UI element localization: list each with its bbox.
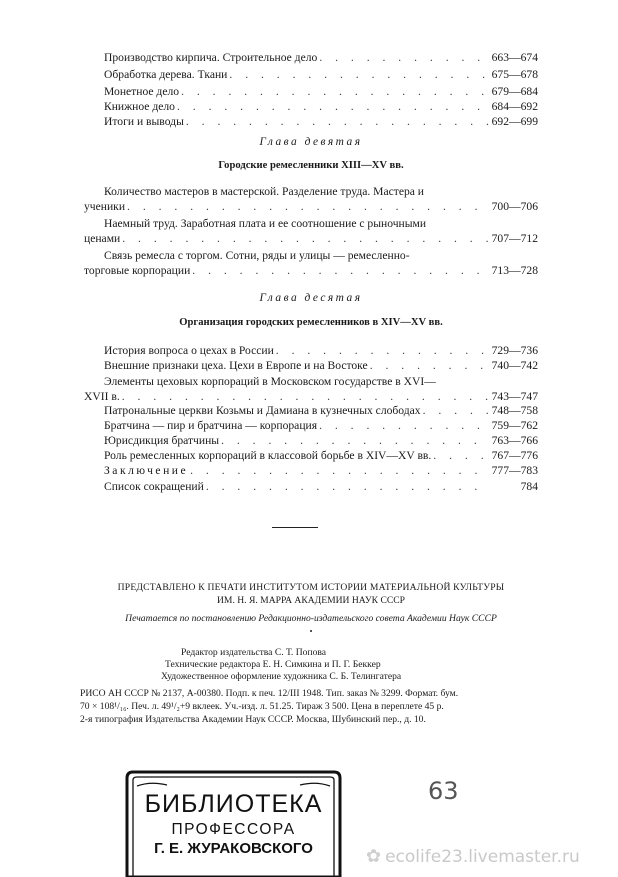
toc-entry (104, 463, 538, 478)
flower-icon: ✿ (366, 846, 382, 867)
toc-entry-pages: 700—706 (491, 200, 538, 213)
toc-entry-multiline (84, 184, 538, 214)
toc-entry-title-line: ученики (84, 200, 126, 213)
toc-entry-pages: 679—684 (491, 85, 538, 98)
toc-entry-pages: 777—783 (491, 464, 538, 477)
chapter-9-title: Городские ремесленники XIII—XV вв. (218, 160, 404, 171)
toc-entry-title: Патрональные церкви Козьмы и Дамиана в кузнечных слободах (104, 404, 421, 417)
toc-entry-title: Заключение (104, 464, 189, 477)
toc-entry (104, 479, 538, 494)
toc-entry (104, 67, 538, 82)
leader-dots (206, 479, 490, 494)
leader-dots (229, 67, 489, 82)
toc-entry-title-line: торговые корпорации (84, 264, 191, 277)
toc-entry-title: Книжное дело (104, 100, 175, 113)
leader-dots (122, 389, 490, 404)
toc-entry (104, 84, 538, 99)
toc-entry-pages: 759—762 (491, 419, 538, 432)
watermark-text: ecolife23.livemaster.ru (385, 846, 580, 867)
chapter-10-title: Организация городских ремесленников в XIV—XV вв. (179, 317, 443, 328)
toc-entry-pages: 713—728 (491, 264, 538, 277)
leader-dots (221, 433, 490, 448)
toc-entry-title: Внешние признаки цеха. Цехи в Европе и на Востоке (104, 359, 368, 372)
stamp-line: ПРОФЕССОРА (171, 821, 296, 838)
leader-dots (423, 403, 490, 418)
toc-entry-title: Список сокращений (104, 480, 204, 493)
leader-dots (192, 263, 489, 278)
imprint-presented-line: ПРЕДСТАВЛЕНО К ПЕЧАТИ ИНСТИТУТОМ ИСТОРИИ МАТЕРИАЛЬНОЙ КУЛЬТУРЫ (117, 582, 505, 593)
toc-entry-pages: 743—747 (491, 390, 538, 403)
toc-entry-pages: 729—736 (491, 344, 538, 357)
leader-dots (319, 50, 489, 65)
leader-dots (190, 463, 490, 478)
toc-entry (104, 50, 538, 65)
toc-entry-title-line: Количество мастеров в мастерской. Разделение труда. Мастера и (104, 185, 425, 198)
toc-entry (104, 358, 538, 373)
leader-dots (177, 99, 490, 114)
leader-dots (186, 114, 490, 129)
toc-entry-title: Роль ремесленных корпораций в классовой борьбе в XIV—XV вв. (104, 449, 432, 462)
toc-entry-pages: 684—692 (491, 100, 538, 113)
leader-dots (122, 231, 489, 246)
toc-entry (104, 343, 538, 358)
toc-entry-pages: 740—742 (491, 359, 538, 372)
leader-dots (276, 343, 490, 358)
stamp-line: Г. Е. ЖУРАКОВСКОГО (154, 840, 313, 857)
toc-entry-title: Братчина — пир и братчина — корпорация (104, 419, 318, 432)
imprint-details: 2-я типография Издательства Академии Наук СССР. Москва, Шубинский пер., д. 10. (80, 714, 426, 725)
watermark (366, 846, 580, 867)
imprint-presented-line: ИМ. Н. Я. МАРРА АКАДЕМИИ НАУК СССР (217, 595, 405, 606)
toc-entry (104, 114, 538, 129)
toc-entry (104, 433, 538, 448)
imprint-bullet: • (309, 627, 313, 636)
section-divider (272, 527, 318, 528)
imprint-published-by: Печатается по постановлению Редакционно-издательского совета Академии Наук СССР (125, 613, 497, 624)
toc-entry-multiline (84, 216, 538, 246)
toc-entry-pages: 675—678 (491, 68, 538, 81)
toc-entry-pages: 748—758 (491, 404, 538, 417)
chapter-9-label: Глава девятая (259, 136, 363, 148)
toc-entry-pages: 663—674 (491, 51, 538, 64)
stamp-line: БИБЛИОТЕКА (144, 790, 323, 818)
leader-dots (319, 418, 490, 433)
imprint-tech-editors: Технические редактора Е. Н. Симкина и П. Г. Беккер (165, 659, 381, 670)
toc-entry-pages: 767—776 (491, 449, 538, 462)
toc-entry-pages: 707—712 (491, 232, 538, 245)
toc-entry (104, 403, 538, 418)
toc-entry-multiline (84, 374, 538, 404)
toc-entry-pages: 692—699 (491, 115, 538, 128)
leader-dots (181, 84, 490, 99)
imprint-art: Художественное оформление художника С. Б. Телингатера (161, 671, 402, 682)
toc-entry-title: Обработка дерева. Ткани (104, 68, 228, 81)
imprint-editor: Редактор издательства С. Т. Попова (181, 647, 327, 658)
toc-entry-title: История вопроса о цехах в России (104, 344, 274, 357)
toc-entry-pages: 784 (520, 480, 538, 493)
toc-entry-title: Итоги и выводы (104, 115, 184, 128)
leader-dots (370, 358, 490, 373)
toc-entry (104, 418, 538, 433)
toc-entry (104, 448, 538, 463)
imprint-details: РИСО АН СССР № 2137, А-00380. Подп. к печ. 12/III 1948. Тип. заказ № 3299. Формат. бум. (80, 688, 459, 699)
toc-entry-title-line: XVII в. (84, 390, 120, 403)
toc-entry (104, 99, 538, 114)
handwritten-number: 63 (428, 777, 459, 805)
library-stamp (121, 768, 346, 877)
toc-entry-title-line: Связь ремесла с торгом. Сотни, ряды и улицы — ремесленно- (104, 249, 410, 262)
toc-entry-title: Юрисдикция братчины (104, 434, 220, 447)
toc-entry-pages: 763—766 (491, 434, 538, 447)
toc-entry-multiline (84, 248, 538, 278)
chapter-10-label: Глава десятая (259, 292, 363, 304)
toc-entry-title: Производство кирпича. Строительное дело (104, 51, 318, 64)
leader-dots (433, 448, 489, 463)
toc-entry-title-line: ценами (84, 232, 121, 245)
toc-entry-title: Монетное дело (104, 85, 180, 98)
imprint-details: 70 × 108¹/₁₆. Печ. л. 49¹/₂+9 вклеек. Уч.-изд. л. 51.25. Тираж 3 500. Цена в переплете 45 р. (80, 701, 444, 712)
toc-entry-title-line: Элементы цеховых корпораций в Московском государстве в XVI— (104, 375, 436, 388)
toc-entry-title-line: Наемный труд. Заработная плата и ее соотношение с рыночными (104, 217, 427, 230)
leader-dots (127, 199, 490, 214)
